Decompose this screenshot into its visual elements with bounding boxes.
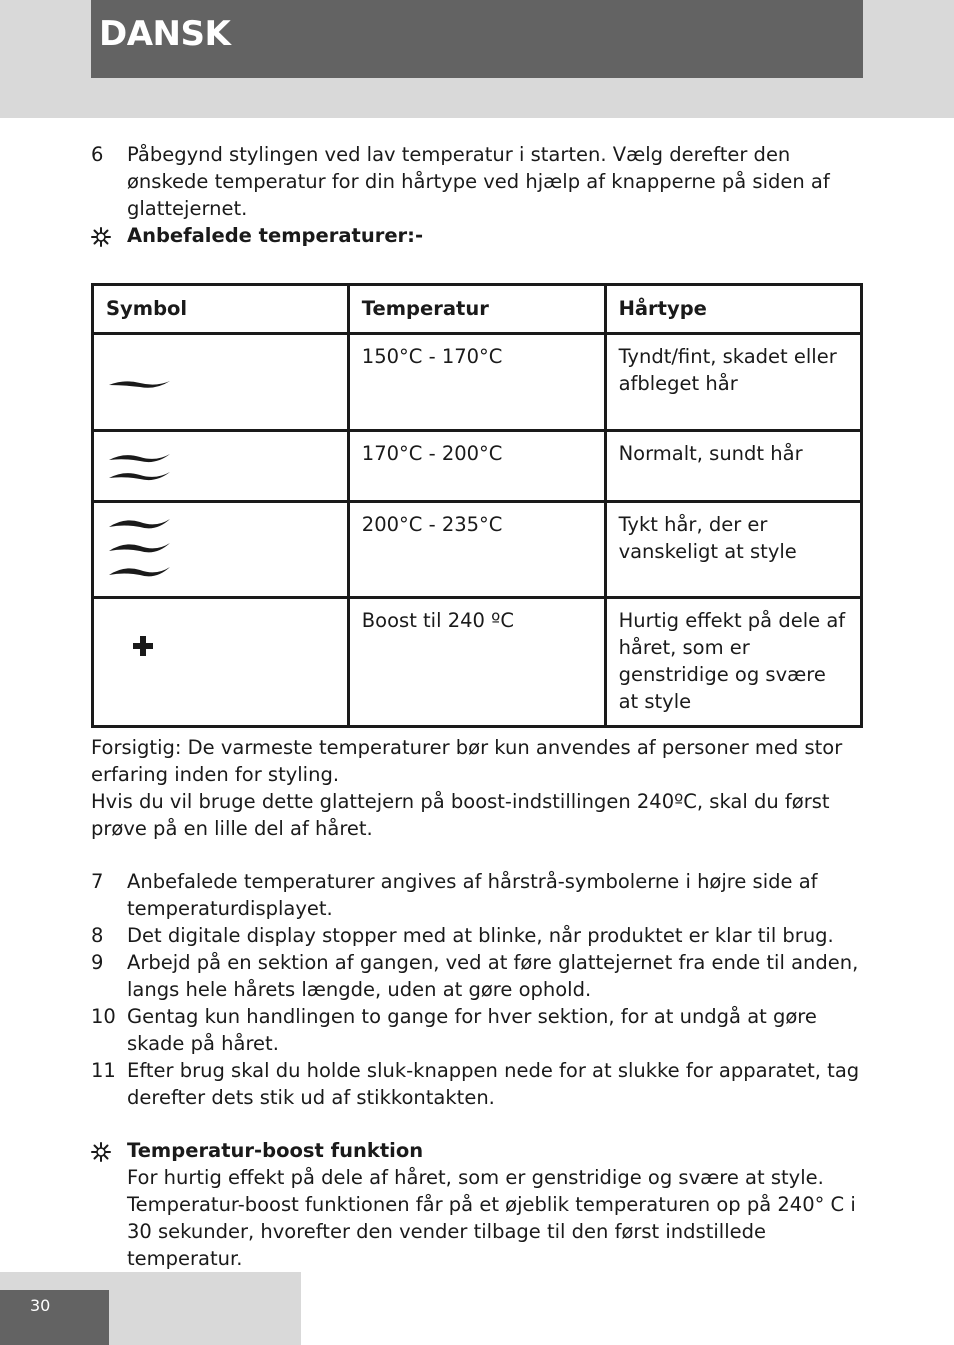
list-item xyxy=(91,1003,863,1057)
symbol-cell xyxy=(93,431,349,502)
single-wave-icon xyxy=(106,343,176,403)
header-symbol: Symbol xyxy=(93,285,349,334)
table-row xyxy=(93,431,862,502)
table-row xyxy=(93,502,862,598)
temperature-cell: Boost til 240 ºC xyxy=(348,598,605,727)
header-bar xyxy=(91,0,863,78)
step-number: 9 xyxy=(91,951,104,974)
step-number: 8 xyxy=(91,924,104,947)
boost-note xyxy=(91,1137,863,1272)
step-text: Det digitale display stopper med at blinke, når produktet er klar til brug. xyxy=(127,924,834,947)
step-text: Anbefalede temperaturer angives af hårstrå-symbolerne i højre side af temperaturdisplayet. xyxy=(127,870,818,920)
plus-icon xyxy=(106,607,176,667)
list-item xyxy=(91,949,863,1003)
boost-title: Temperatur-boost funktion xyxy=(127,1139,424,1162)
note-title: Anbefalede temperaturer:- xyxy=(127,224,424,247)
boost-line-2: Temperatur-boost funktionen får på et øjeblik temperaturen op på 240° C i 30 sekunder, hvorefter den vender tilbage til den først indstillede temperatur. xyxy=(127,1193,856,1270)
caution-line-2: Hvis du vil bruge dette glattejern på boost-indstillingen 240ºC, skal du først prøve på en lille del af håret. xyxy=(91,790,830,840)
double-wave-icon xyxy=(106,440,176,490)
hairtype-cell: Normalt, sundt hår xyxy=(605,431,861,502)
page-number: 30 xyxy=(30,1296,51,1315)
hairtype-cell: Tyndt/fint, skadet eller afbleget hår xyxy=(605,334,861,431)
list-item xyxy=(91,868,863,922)
temperature-cell: 200°C - 235°C xyxy=(348,502,605,598)
recommended-temps-note xyxy=(91,222,863,249)
step-number: 7 xyxy=(91,870,104,893)
list-item xyxy=(91,1057,863,1111)
step-text: Påbegynd stylingen ved lav temperatur i starten. Vælg derefter den ønskede temperatur for din hårtype ved hjælp af knapperne på siden af glattejernet. xyxy=(127,143,830,220)
step-text: Arbejd på en sektion af gangen, ved at føre glattejernet fra ende til anden, langs hele hårets længde, uden at gøre ophold. xyxy=(127,951,859,1001)
steps-list xyxy=(91,868,863,1111)
step-number: 6 xyxy=(91,143,104,166)
step-number: 11 xyxy=(91,1059,116,1082)
boost-line-1: For hurtig effekt på dele af håret, som er genstridige og svære at style. xyxy=(127,1166,824,1189)
temperature-cell: 170°C - 200°C xyxy=(348,431,605,502)
caution-line-1: Forsigtig: De varmeste temperaturer bør kun anvendes af personer med stor erfaring inden for styling. xyxy=(91,736,843,786)
page-number-box xyxy=(0,1290,109,1345)
symbol-cell xyxy=(93,598,349,727)
table-row xyxy=(93,334,862,431)
hairtype-cell: Hurtig effekt på dele af håret, som er genstridige og svære at style xyxy=(605,598,861,727)
caution-paragraph xyxy=(91,734,863,842)
header-temperature: Temperatur xyxy=(348,285,605,334)
header-hairtype: Hårtype xyxy=(605,285,861,334)
step-text: Efter brug skal du holde sluk-knappen nede for at slukke for apparatet, tag derefter dets stik ud af stikkontakten. xyxy=(127,1059,860,1109)
hairtype-cell: Tykt hår, der er vanskeligt at style xyxy=(605,502,861,598)
temperature-cell: 150°C - 170°C xyxy=(348,334,605,431)
temperature-table xyxy=(91,283,863,728)
sun-icon xyxy=(91,227,111,247)
sun-icon xyxy=(91,1142,111,1162)
triple-wave-icon xyxy=(106,511,176,583)
table-row xyxy=(93,598,862,727)
symbol-cell xyxy=(93,502,349,598)
list-item xyxy=(91,922,863,949)
symbol-cell xyxy=(93,334,349,431)
table-header-row xyxy=(93,285,862,334)
step-6 xyxy=(91,141,863,222)
step-text: Gentag kun handlingen to gange for hver sektion, for at undgå at gøre skade på håret. xyxy=(127,1005,817,1055)
page-title: DANSK xyxy=(99,14,231,54)
step-number: 10 xyxy=(91,1005,116,1028)
